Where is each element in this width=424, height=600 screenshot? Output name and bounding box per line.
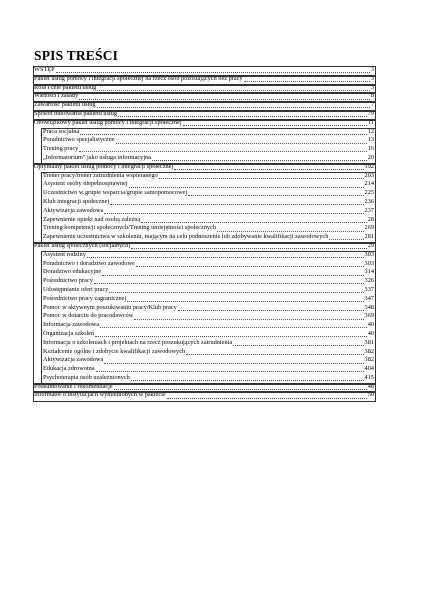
dot-leader (127, 301, 363, 302)
toc-entry[interactable] (34, 189, 374, 198)
dot-leader (174, 169, 363, 170)
dot-leader (116, 143, 367, 144)
dot-leader (134, 319, 363, 320)
toc-entry-text: Pośrednictwo pracy (43, 277, 93, 285)
toc-entry-text: Pomoc w dotarciu do pracodawców (43, 312, 134, 320)
toc-entry-text: Zapewnienie opieki nad osobą zależną (43, 215, 141, 223)
toc-entry[interactable] (34, 321, 374, 330)
toc-entry-page: 369 (364, 312, 374, 320)
dot-leader (96, 371, 364, 372)
toc-entry-page: 20 (367, 153, 374, 161)
toc-entry-text: Rola i cele pakietu usług (34, 83, 97, 91)
dot-leader (94, 283, 364, 284)
toc-entry-page: 40 (367, 321, 374, 329)
toc-entry-page: 303 (364, 250, 374, 258)
toc-entry-text: Optymalny pakiet usług pomocy i integracji społecznej (34, 162, 174, 170)
toc-entry-page: 11 (367, 118, 374, 126)
dot-leader (56, 72, 370, 73)
toc-entry[interactable] (34, 136, 374, 145)
toc-entry-page: 303 (364, 259, 374, 267)
dot-leader (95, 336, 367, 337)
toc-entry-page: 236 (364, 197, 374, 205)
toc-entry-text: Pomoc w aktywnym poszukiwaniu pracy/Klub pracy (43, 303, 177, 311)
toc-entry-page: 3 (370, 66, 374, 73)
toc-entry-text: Trener pracy/trener zatrudnienia wspieranego (43, 171, 158, 179)
toc-entry[interactable] (34, 216, 374, 225)
dot-leader (80, 134, 367, 135)
dot-leader (217, 231, 364, 232)
toc-entry-page: 28 (367, 215, 374, 223)
dot-leader (131, 248, 366, 249)
dot-leader (178, 310, 364, 311)
toc-entry-page: 192 (364, 162, 374, 170)
toc-entry-text: Poradnictwo specjalistyczne (43, 136, 115, 144)
toc-entry-page: 381 (364, 338, 374, 346)
toc-entry[interactable] (34, 92, 374, 101)
dot-leader (79, 99, 370, 100)
toc-entry-page: 203 (364, 171, 374, 179)
toc-entry[interactable] (34, 268, 374, 277)
toc-entry[interactable] (34, 242, 374, 251)
dot-leader (97, 90, 370, 91)
toc-entry-text: Praca socjalna (43, 127, 80, 135)
toc-entry-page: 348 (364, 303, 374, 311)
toc-entry[interactable] (34, 207, 374, 216)
toc-entry-text: Psychoterapia osób uzależnionych (43, 373, 130, 381)
toc-entry[interactable] (34, 101, 374, 110)
toc-entry[interactable] (34, 198, 374, 207)
toc-entry[interactable] (34, 172, 374, 181)
dot-leader (118, 116, 367, 117)
toc-entry-text: Poradnictwo i doradztwo zawodowe (43, 259, 135, 267)
toc-entry[interactable] (34, 128, 374, 137)
toc-entry[interactable] (34, 260, 374, 269)
toc-entry-text: Pakiet usług społecznych (socjalnych) (34, 241, 131, 249)
toc-entry[interactable] (34, 163, 374, 172)
dot-leader (109, 292, 363, 293)
toc-entry-page: 79 (367, 109, 374, 117)
toc-entry[interactable] (34, 84, 374, 93)
toc-entry[interactable] (34, 180, 374, 189)
toc-entry-text: Informacja zawodowa (43, 321, 100, 329)
toc-entry-page: 337 (364, 285, 374, 293)
toc-entry-text: Zapewnienie uczestnictwa w szkoleniu, mającym na celu podnoszenie lub zdobywanie kwalifikacji zawodowych (43, 233, 329, 241)
dot-leader (136, 266, 364, 267)
toc-entry-page: 12 (367, 127, 374, 135)
toc-entry-page: 29 (367, 241, 374, 249)
toc-entry[interactable] (34, 154, 374, 163)
toc-entry-page: 40 (367, 329, 374, 337)
toc-entry-text: Aktywizacja zawodowa (43, 356, 104, 364)
toc-entry-page: 50 (367, 391, 374, 399)
toc-entry[interactable] (34, 348, 374, 357)
toc-entry-text: Udostępnianie ofert pracy (43, 285, 109, 293)
dot-leader (87, 257, 364, 258)
toc-entry-text: Podsumowanie i rekomendacje (34, 382, 113, 390)
dot-leader (183, 125, 367, 126)
toc-entry[interactable] (34, 66, 374, 75)
dot-leader (102, 275, 363, 276)
toc-entry-text: Pakiet usług pomocy i integracji społecznej na rzecz osób pozostających bez pracy (34, 74, 243, 82)
dot-leader (186, 354, 363, 355)
dot-leader (129, 187, 364, 188)
dot-leader (104, 363, 363, 364)
toc-entry[interactable] (34, 286, 374, 295)
toc-entry-text: Aktywizacja zawodowa (43, 206, 104, 214)
toc-entry-page: 7 (370, 101, 374, 109)
dot-leader (141, 222, 366, 223)
toc-entry[interactable] (34, 233, 374, 242)
toc-entry-text: Obowiązkowy pakiet usług pomocy i integracji społecznej (34, 118, 182, 126)
toc-entry[interactable] (34, 365, 374, 374)
toc-entry-page: 48 (367, 382, 374, 390)
toc-entry-text: Zawartość pakietu usług (34, 101, 96, 109)
toc-entry[interactable] (34, 145, 374, 154)
toc-entry[interactable] (34, 110, 374, 119)
dot-leader (100, 327, 367, 328)
dot-leader (159, 178, 364, 179)
dot-leader (114, 389, 367, 390)
toc-entry[interactable] (34, 224, 374, 233)
toc-entry-text: Informacja o szkoleniach i projektach na rzecz poszukujących zatrudnienia (43, 338, 233, 346)
toc-entry-text: „Informatorium" jako usługa informacyjna (43, 153, 152, 161)
toc-entry-page: 214 (364, 180, 374, 188)
toc-entry-page: 382 (364, 347, 374, 355)
dot-leader (110, 204, 363, 205)
toc-entry-text: Trening pracy (43, 145, 79, 153)
toc-entry[interactable] (34, 119, 374, 128)
toc-entry[interactable] (34, 356, 374, 365)
toc-entry[interactable] (34, 391, 374, 400)
toc-entry-page: 314 (364, 268, 374, 276)
toc-entry-page: 347 (364, 294, 374, 302)
toc-entry-text: Trening kompetencji społecznych/Trening umiejętności społecznych (43, 224, 217, 232)
toc-entry-page: 415 (364, 373, 374, 381)
toc-entry-page: 237 (364, 206, 374, 214)
toc-entry-text: Asystent rodziny (43, 250, 86, 258)
toc-entry-page: 404 (364, 365, 374, 373)
dot-leader (244, 81, 370, 82)
toc-entry-text: Organizacja szkoleń (43, 329, 95, 337)
toc-entry-page: 225 (364, 189, 374, 197)
dot-leader (233, 345, 363, 346)
toc-entry[interactable] (34, 75, 374, 84)
dot-leader (97, 107, 370, 108)
toc-entry[interactable] (34, 295, 374, 304)
toc-entry[interactable] (34, 339, 374, 348)
toc-entry-text: Uczestnictwo w grupie wsparcia/grupie samopomocowej (43, 189, 188, 197)
dot-leader (188, 195, 363, 196)
toc-entry[interactable] (34, 330, 374, 339)
toc-entry[interactable] (34, 374, 374, 383)
toc-entry-text: Wartości i zasady (34, 92, 79, 100)
dot-leader (79, 151, 366, 152)
toc-entry-page: 13 (367, 136, 374, 144)
toc-entry[interactable] (34, 251, 374, 260)
toc-entry-page: 269 (364, 224, 374, 232)
dot-leader (152, 160, 367, 161)
table-of-contents (34, 66, 374, 400)
toc-entry[interactable] (34, 312, 374, 321)
toc-entry-page: 382 (364, 356, 374, 364)
toc-entry-text: Doradztwo edukacyjne (43, 268, 102, 276)
toc-entry-text: Kształcenie ogólne i zdobycie kwalifikacji zawodowych (43, 347, 186, 355)
dot-leader (167, 398, 367, 399)
toc-entry[interactable] (34, 277, 374, 286)
toc-entry-page: 3 (370, 83, 374, 91)
toc-entry-page: 3 (370, 74, 374, 82)
toc-entry-page: 16 (367, 145, 374, 153)
toc-entry-page: 326 (364, 277, 374, 285)
toc-entry-text: Edukacja zdrowotna (43, 365, 95, 373)
toc-entry-text: Pośrednictwo pracy zagranicznej (43, 294, 127, 302)
toc-entry-page: 281 (364, 233, 374, 241)
dot-leader (131, 380, 364, 381)
toc-entry-page: 8 (370, 92, 374, 100)
dot-leader (329, 239, 363, 240)
toc-entry-text: Klub integracji społecznej (43, 197, 110, 205)
page-title: SPIS TREŚCI (34, 48, 119, 63)
toc-entry[interactable] (34, 304, 374, 313)
toc-entry-text: WSTĘP (34, 66, 55, 73)
toc-entry-text: Sposób budowania pakietu usług (34, 109, 118, 117)
toc-entry[interactable] (34, 383, 374, 392)
toc-entry-text: Informator o instytucjach wymienionych w pakiecie (34, 391, 166, 399)
toc-entry-text: Asystent osoby niepełnosprawnej (43, 180, 128, 188)
dot-leader (104, 213, 363, 214)
